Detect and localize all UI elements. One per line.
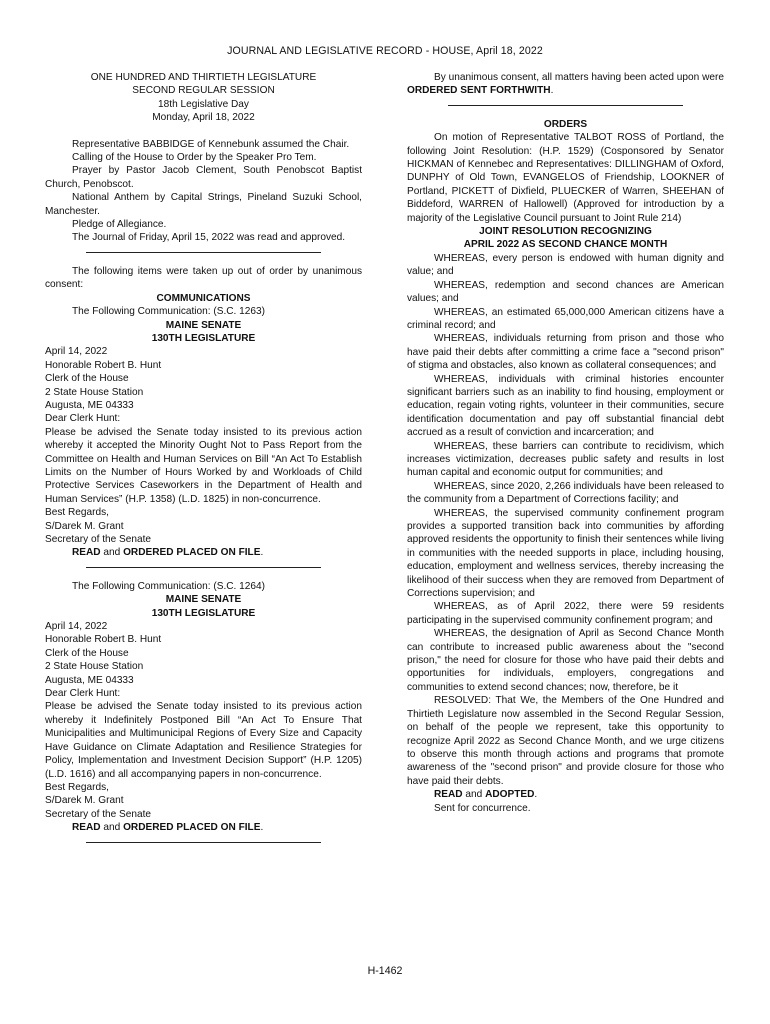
action-result: ORDERED PLACED ON FILE: [123, 822, 261, 834]
action-punct: .: [260, 822, 264, 834]
whereas-clause: WHEREAS, as of April 2022, there were 59 residents participating in the supervised community confinement program; and: [407, 601, 724, 626]
whereas-clause: WHEREAS, every person is endowed with human dignity and value; and: [407, 252, 724, 278]
action-punct: .: [260, 547, 264, 559]
whereas-clause: WHEREAS, redemption and second chances are American values; and: [407, 279, 724, 305]
letter-date: April 14, 2022: [45, 621, 108, 633]
opening-line: Prayer by Pastor Jacob Clement, South Penobscot Baptist Church, Penobscot.: [45, 165, 362, 190]
consent-text: By unanimous consent, all matters having been acted upon were: [434, 72, 724, 83]
action-read: READ: [72, 547, 101, 559]
legislature-title: ONE HUNDRED AND THIRTIETH LEGISLATURE: [90, 72, 317, 83]
resolved-clause: RESOLVED: That We, the Members of the One Hundred and Thirtieth Legislature now assembled in the Second Regular Session, on behalf of the people we represent, take this opportunity to recognize April 2022 as Second Chance Month, and we urge citizens to observe this month through actions and programs that promote awareness of the "second prison" and provide closure for those who have paid their debts.: [407, 695, 724, 787]
resolution-subtitle: APRIL 2022 AS SECOND CHANCE MONTH: [463, 239, 668, 251]
letter-body: Please be advised the Senate today insisted to its previous action whereby it Indefinitely Postponed Bill “An Act To Ensure That Municipalities and Multimunicipal Regions of Every Size and Capacity Have Guidance on Climate Adaptation and Resilience Strategies for Policy, Implementation and Investment Decision Support” (H.P. 1205) (L.D. 1616) and all accompanying papers in non-concurrence.: [45, 701, 362, 780]
closing-line: Secretary of the Senate: [45, 534, 152, 545]
action-line: [45, 821, 362, 834]
session-date: Monday, April 18, 2022: [152, 112, 255, 124]
divider: [86, 842, 321, 843]
opening-line: Calling of the House to Order by the Speaker Pro Tem.: [72, 152, 317, 164]
session-title: SECOND REGULAR SESSION: [132, 85, 275, 97]
action-line: [407, 788, 724, 801]
whereas-clause: WHEREAS, individuals returning from prison and those who have paid their debts after committing a crime face a "second prison" of stigma and obstacles, also known as collateral consequences; and: [407, 333, 724, 372]
closing-line: Secretary of the Senate: [45, 808, 152, 820]
orders-heading: ORDERS: [543, 118, 588, 130]
address-line: Honorable Robert B. Hunt: [45, 359, 162, 371]
consent-line: [407, 71, 724, 98]
left-column: [45, 71, 362, 855]
address-line: Honorable Robert B. Hunt: [45, 634, 162, 646]
whereas-clause: WHEREAS, since 2020, 2,266 individuals have been released to the community from a Department of Corrections facility; and: [407, 480, 724, 506]
action-conj: and: [100, 822, 124, 834]
closing-line: Best Regards,: [45, 507, 109, 519]
communication-2: [45, 580, 362, 835]
whereas-clause: WHEREAS, the supervised community confinement program provides a supported transition back into communities by affording approved residents the opportunity to finish their sentences while living in communities with the needed supports in place, including housing, education, employment and wellness services, thereby increasing the likelihood of their success when they are removed from Department of Corrections supervision; and: [407, 507, 724, 600]
whereas-clause: WHEREAS, these barriers can contribute to recidivism, which increases victimization, decreases public safety and results in lost human capital and economic output for communities; and: [407, 440, 724, 479]
consent-punct: .: [550, 85, 554, 97]
salutation: Dear Clerk Hunt:: [45, 688, 121, 700]
address-line: 2 State House Station: [45, 661, 144, 673]
letter-body: Please be advised the Senate today insisted to its previous action whereby it accepted the Minority Ought Not to Pass Report from the Committee on Health and Human Services on Bill “An Act To Establish Limits on the Number of Hours Worked by and Workloads of Child Protective Services Caseworkers in the Department of Health and Human Services” (H.P. 1358) (L.D. 1825) in non-concurrence.: [45, 426, 362, 505]
action-read: READ: [72, 822, 101, 834]
org-name: MAINE SENATE: [165, 594, 242, 606]
items-intro: The following items were taken up out of order by unanimous consent:: [45, 265, 362, 291]
org-subtitle: 130TH LEGISLATURE: [151, 332, 256, 344]
action-result: ORDERED PLACED ON FILE: [123, 547, 261, 559]
legislative-day: 18th Legislative Day: [158, 98, 249, 110]
right-column: [407, 71, 724, 815]
communication-intro: The Following Communication: (S.C. 1264): [72, 580, 265, 592]
divider: [86, 252, 321, 253]
whereas-clause: WHEREAS, an estimated 65,000,000 American citizens have a criminal record; and: [407, 306, 724, 331]
address-line: Clerk of the House: [45, 373, 129, 385]
closing-line: Best Regards,: [45, 781, 109, 793]
page-number: H-1462: [367, 965, 403, 977]
page-header: JOURNAL AND LEGISLATIVE RECORD - HOUSE, April 18, 2022: [227, 45, 543, 57]
whereas-clause: WHEREAS, the designation of April as Second Chance Month can contribute to increased public awareness about the "second prison," the need for closure for those who have paid their debts and opportunities for individuals, employers, congregations and communities to extend second chances; now, therefore, be it: [407, 628, 724, 693]
resolution-title: JOINT RESOLUTION RECOGNIZING: [479, 226, 652, 238]
address-line: Clerk of the House: [45, 647, 129, 659]
communications-heading: COMMUNICATIONS: [156, 292, 251, 304]
org-subtitle: 130TH LEGISLATURE: [151, 607, 256, 619]
closing-line: S/Darek M. Grant: [45, 520, 124, 532]
org-name: MAINE SENATE: [165, 319, 242, 331]
concurrence-line: Sent for concurrence.: [434, 802, 531, 814]
communication-1: [45, 305, 362, 560]
consent-action: ORDERED SENT FORTHWITH: [407, 85, 551, 97]
motion-text: On motion of Representative TALBOT ROSS of Portland, the following Joint Resolution: (H.P. 1529) (Cosponsored by Senator HICKMAN of Kennebec and Representatives: DILLINGHAM of Oxford, DUNPHY of Old Town, EVANGELOS of Friendship, LOOKNER of Portland, PICKETT of Dixfield, PLUECKER of Warren, SHEEHAN of Biddeford, WARREN of Hallowell) (Approved for introduction by a majority of the Legislative Council pursuant to Joint Rule 214): [407, 132, 724, 224]
address-line: Augusta, ME 04333: [45, 399, 134, 411]
closing-line: S/Darek M. Grant: [45, 795, 124, 807]
letter-date: April 14, 2022: [45, 346, 108, 358]
salutation: Dear Clerk Hunt:: [45, 413, 121, 425]
address-line: 2 State House Station: [45, 386, 144, 398]
action-conj: and: [100, 547, 124, 559]
opening-line: Pledge of Allegiance.: [72, 219, 167, 231]
action-line: [45, 546, 362, 559]
communication-intro: The Following Communication: (S.C. 1263): [72, 306, 265, 318]
opening-line: National Anthem by Capital Strings, Pineland Suzuki School, Manchester.: [45, 192, 362, 217]
address-line: Augusta, ME 04333: [45, 674, 134, 686]
session-heading: [45, 71, 362, 125]
opening-line: The Journal of Friday, April 15, 2022 was read and approved.: [72, 232, 346, 244]
action-conj: and: [462, 789, 486, 801]
whereas-clause: WHEREAS, individuals with criminal histories encounter significant barriers such as an inability to find housing, employment or education, regain voting rights, volunteer in their communities, secure identification documentation and pay off substantial financial debt accrued as a result of conviction and incarceration; and: [407, 373, 724, 439]
action-result: ADOPTED: [485, 789, 535, 801]
action-read: READ: [434, 789, 463, 801]
opening-line: Representative BABBIDGE of Kennebunk assumed the Chair.: [72, 138, 350, 150]
divider: [86, 567, 321, 568]
action-punct: .: [534, 789, 538, 801]
divider: [448, 105, 683, 106]
